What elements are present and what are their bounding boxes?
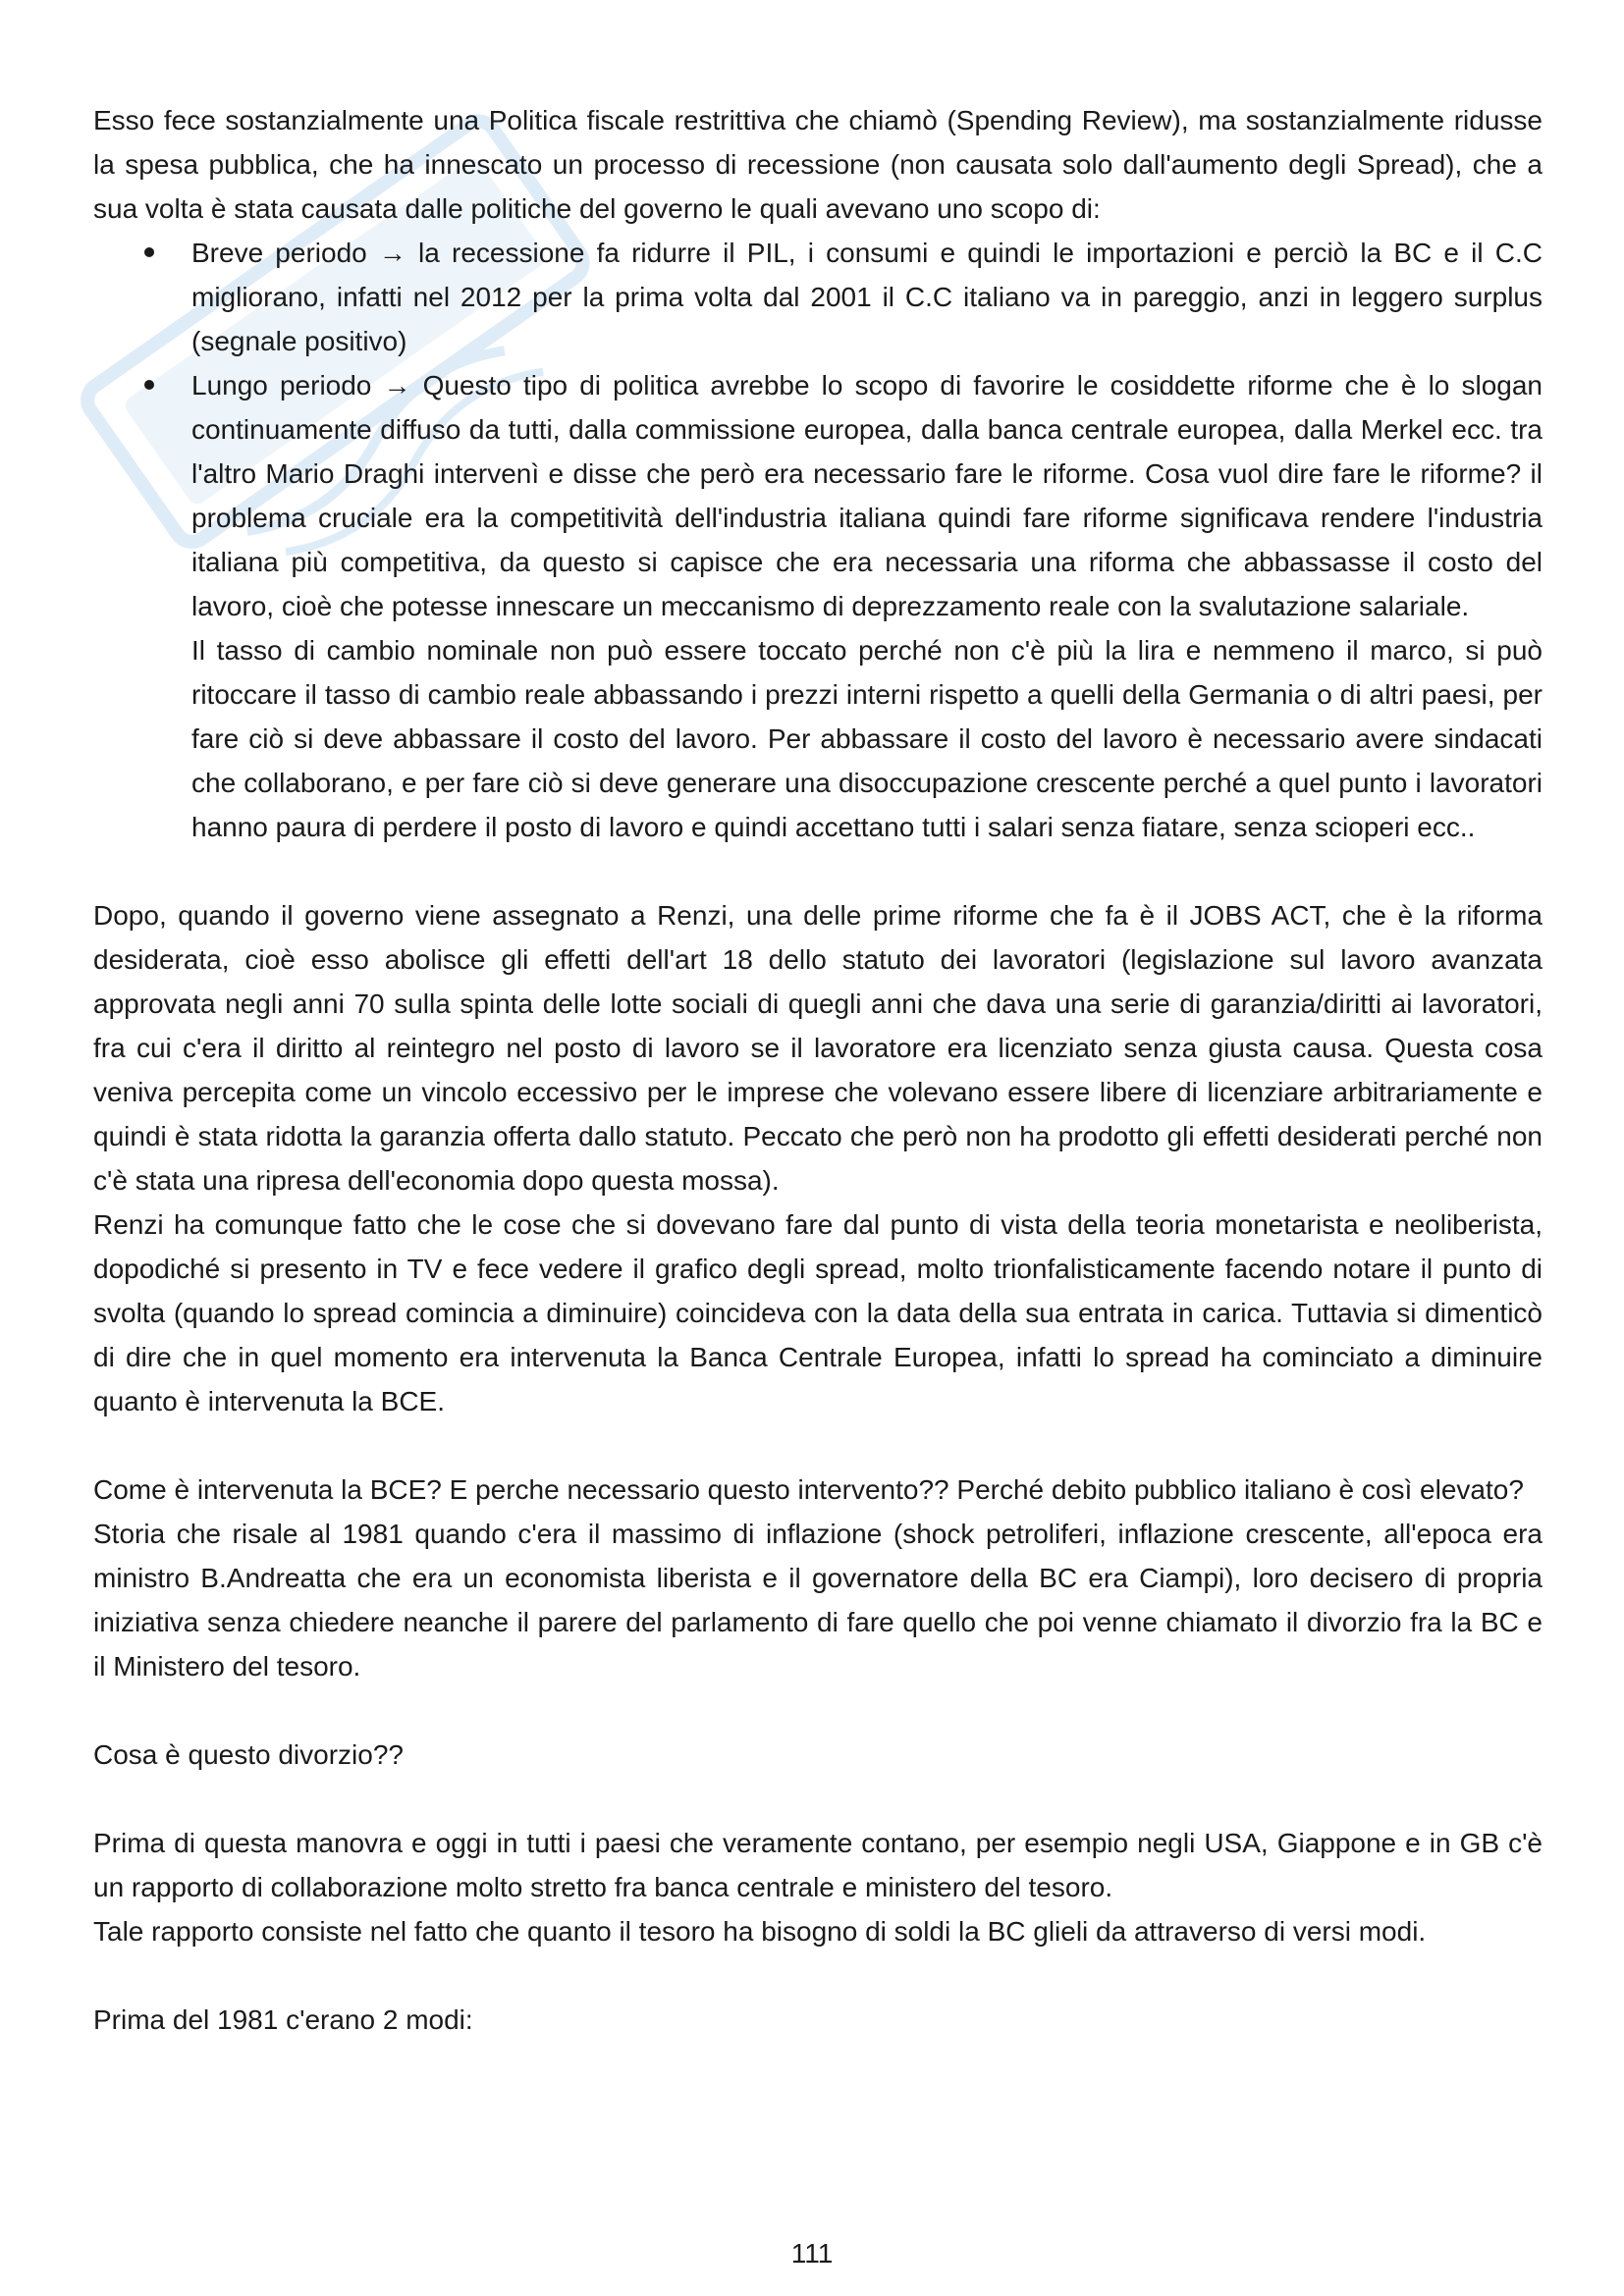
renzi-paragraph: Dopo, quando il governo viene assegnato a Renzi, una delle prime riforme che fa è il JOBS ACT, che è la riforma desiderata, cioè esso abolisce gli effetti dell'art 18 dello statuto dei lavoratori (legislazione sul lavoro avanzata approvata negli anni 70 sulla spinta delle lotte sociali di quegli anni che dava una serie di garanzia/diritti ai lavoratori, fra cui c'era il diritto al reintegro nel posto di lavoro se il lavoratore era licenziato senza giusta causa. Questa cosa veniva percepita come un vincolo eccessivo per le imprese che volevano essere libere di licenziare arbitrariamente e quindi è stata ridotta la garanzia offerta dallo statuto. Peccato che però non ha prodotto gli effetti desiderati perché non c'è stata una ripresa dell'economia dopo questa mossa). xyxy=(93,900,1543,1196)
bullet-continuation: Il tasso di cambio nominale non può essere toccato perché non c'è più la lira e nemmeno il marco, si può ritoccare il tasso di cambio reale abbassando i prezzi interni rispetto a quelli della Germania o di altri paesi, per fare ciò si deve abbassare il costo del lavoro. Per abbassare il costo del lavoro è necessario avere sindacati che collaborano, e per fare ciò si deve generare una disoccupazione crescente perché a quel punto i lavoratori hanno paura di perdere il posto di lavoro e quindi accettano tutti i salari senza fiatare, senza scioperi ecc.. xyxy=(191,635,1543,842)
divorzio-question: Cosa è questo divorzio?? xyxy=(93,1739,404,1770)
renzi-paragraph-2: Renzi ha comunque fatto che le cose che si dovevano fare dal punto di vista della teoria monetarista e neoliberista, dopodiché si presento in TV e fece vedere il grafico degli spread, molto trionfalisticamente facendo notare il punto di svolta (quando lo spread comincia a diminuire) coincideva con la data della sua entrata in carica. Tuttavia si dimenticò di dire che in quel momento era intervenuta la Banca Centrale Europea, infatti lo spread ha cominciato a diminuire quanto è intervenuta la BCE. xyxy=(93,1209,1543,1416)
history-1981-paragraph: Storia che risale al 1981 quando c'era il massimo di inflazione (shock petroliferi, inflazione crescente, all'epoca era ministro B.Andreatta che era un economista liberista e il governatore della BC era Ciampi), loro decisero di propria iniziativa senza chiedere neanche il parere del parlamento di fare quello che poi venne chiamato il divorzio fra la BC e il Ministero del tesoro. xyxy=(93,1519,1543,1682)
spacer xyxy=(93,1953,1543,1998)
document-body xyxy=(93,98,1543,2042)
spacer xyxy=(93,1423,1543,1468)
bce-question: Come è intervenuta la BCE? E perche necessario questo intervento?? Perché debito pubblico italiano è così elevato? xyxy=(93,1474,1524,1505)
before-1981-line: Prima del 1981 c'erano 2 modi: xyxy=(93,2004,473,2035)
bullet-text: Lungo periodo → Questo tipo di politica avrebbe lo scopo di favorire le cosiddette riforme che è lo slogan continuamente diffuso da tutti, dalla commissione europea, dalla banca centrale europea, dalla Merkel ecc. tra l'altro Mario Draghi intervenì e disse che però era necessario fare le riforme. Cosa vuol dire fare le riforme? il problema cruciale era la competitività dell'industria italiana quindi fare riforme significava rendere l'industria italiana più competitiva, da questo si capisce che era necessaria una riforma che abbassasse il costo del lavoro, cioè che potesse innescare un meccanismo di deprezzamento reale con la svalutazione salariale. xyxy=(191,370,1543,621)
spacer xyxy=(93,849,1543,893)
bullet-text: Breve periodo → la recessione fa ridurre il PIL, i consumi e quindi le importazioni e perciò la BC e il C.C migliorano, infatti nel 2012 per la prima volta dal 2001 il C.C italiano va in pareggio, anzi in leggero surplus (segnale positivo) xyxy=(191,238,1543,356)
bullet-icon xyxy=(144,247,154,257)
bullet-item-long-term xyxy=(93,363,1543,628)
collaboration-paragraph-2: Tale rapporto consiste nel fatto che quanto il tesoro ha bisogno di soldi la BC glieli da attraverso di versi modi. xyxy=(93,1916,1427,1947)
bullet-list xyxy=(93,231,1543,628)
bullet-item-short-term xyxy=(93,231,1543,363)
collaboration-paragraph: Prima di questa manovra e oggi in tutti i paesi che veramente contano, per esempio negli USA, Giappone e in GB c'è un rapporto di collaborazione molto stretto fra banca centrale e ministero del tesoro. xyxy=(93,1828,1543,1902)
intro-paragraph: Esso fece sostanzialmente una Politica fiscale restrittiva che chiamò (Spending Review), ma sostanzialmente ridusse la spesa pubblica, che ha innescato un processo di recessione (non causata solo dall'aumento degli Spread), che a sua volta è stata causata dalle politiche del governo le quali avevano uno scopo di: xyxy=(93,105,1543,224)
spacer xyxy=(93,1777,1543,1821)
spacer xyxy=(93,1688,1543,1733)
page-number: 111 xyxy=(790,2238,834,2269)
bullet-icon xyxy=(144,380,154,390)
